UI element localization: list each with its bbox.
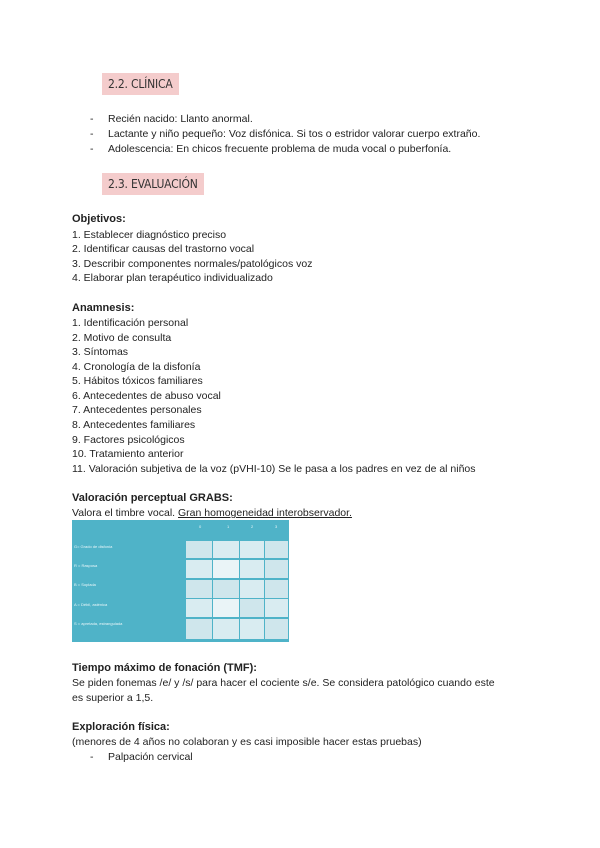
list-item: 3. Describir componentes normales/patológicos voz <box>72 258 313 270</box>
table-header: 2 <box>251 524 254 529</box>
list-item: 5. Hábitos tóxicos familiares <box>72 375 203 387</box>
grabs-heading: Valoración perceptual GRABS: <box>72 492 233 504</box>
table-header: 0 <box>199 524 202 529</box>
list-item: 2. Motivo de consulta <box>72 332 172 344</box>
table-row-label: S = apretada, estrangulada <box>74 621 123 626</box>
list-item: 4. Elaborar plan terapéutico individualizado <box>72 272 273 284</box>
section-heading-clinica: 2.2. CLÍNICA <box>102 73 179 95</box>
list-item: 1. Identificación personal <box>72 317 189 329</box>
table-header: 3 <box>275 524 278 529</box>
anamnesis-heading: Anamnesis: <box>72 302 135 314</box>
list-item: - Adolescencia: En chicos frecuente problema de muda vocal o puberfonía. <box>90 143 452 155</box>
table-header: 1 <box>227 524 230 529</box>
list-item: - Recién nacido: Llanto anormal. <box>90 113 253 125</box>
list-item: 4. Cronología de la disfonía <box>72 361 201 373</box>
grabs-table-image <box>72 520 289 642</box>
tmf-text: es superior a 1,5. <box>72 692 154 704</box>
list-item: 1. Establecer diagnóstico preciso <box>72 229 227 241</box>
exploracion-note: (menores de 4 años no colaboran y es casi imposible hacer estas pruebas) <box>72 736 422 748</box>
list-item: 3. Síntomas <box>72 346 129 358</box>
list-item: 9. Factores psicológicos <box>72 434 185 446</box>
table-row-label: B = Soplada <box>74 582 96 587</box>
list-item: 8. Antecedentes familiares <box>72 419 196 431</box>
table-row-label: A = Débil, asténica <box>74 602 108 607</box>
list-item: - Lactante y niño pequeño: Voz disfónica. Si tos o estridor valorar cuerpo extraño. <box>90 128 481 140</box>
objetivos-heading: Objetivos: <box>72 213 126 225</box>
table-row-label: G= Grado de disfonía <box>74 544 113 549</box>
list-item: 10. Tratamiento anterior <box>72 448 184 460</box>
grabs-description: Valora el timbre vocal. Gran homogeneidad interobservador. <box>72 507 352 519</box>
list-item: - Palpación cervical <box>90 751 193 763</box>
list-item: 11. Valoración subjetiva de la voz (pVHI-10) Se le pasa a los padres en vez de al niños <box>72 463 476 475</box>
exploracion-heading: Exploración física: <box>72 721 170 733</box>
section-heading-evaluacion: 2.3. EVALUACIÓN <box>102 173 204 195</box>
table-row-label: R = Rasposa <box>74 563 98 568</box>
list-item: 7. Antecedentes personales <box>72 404 202 416</box>
tmf-text: Se piden fonemas /e/ y /s/ para hacer el cociente s/e. Se considera patológico cuando este <box>72 677 495 689</box>
tmf-heading: Tiempo máximo de fonación (TMF): <box>72 662 257 674</box>
list-item: 2. Identificar causas del trastorno vocal <box>72 243 255 255</box>
list-item: 6. Antecedentes de abuso vocal <box>72 390 221 402</box>
